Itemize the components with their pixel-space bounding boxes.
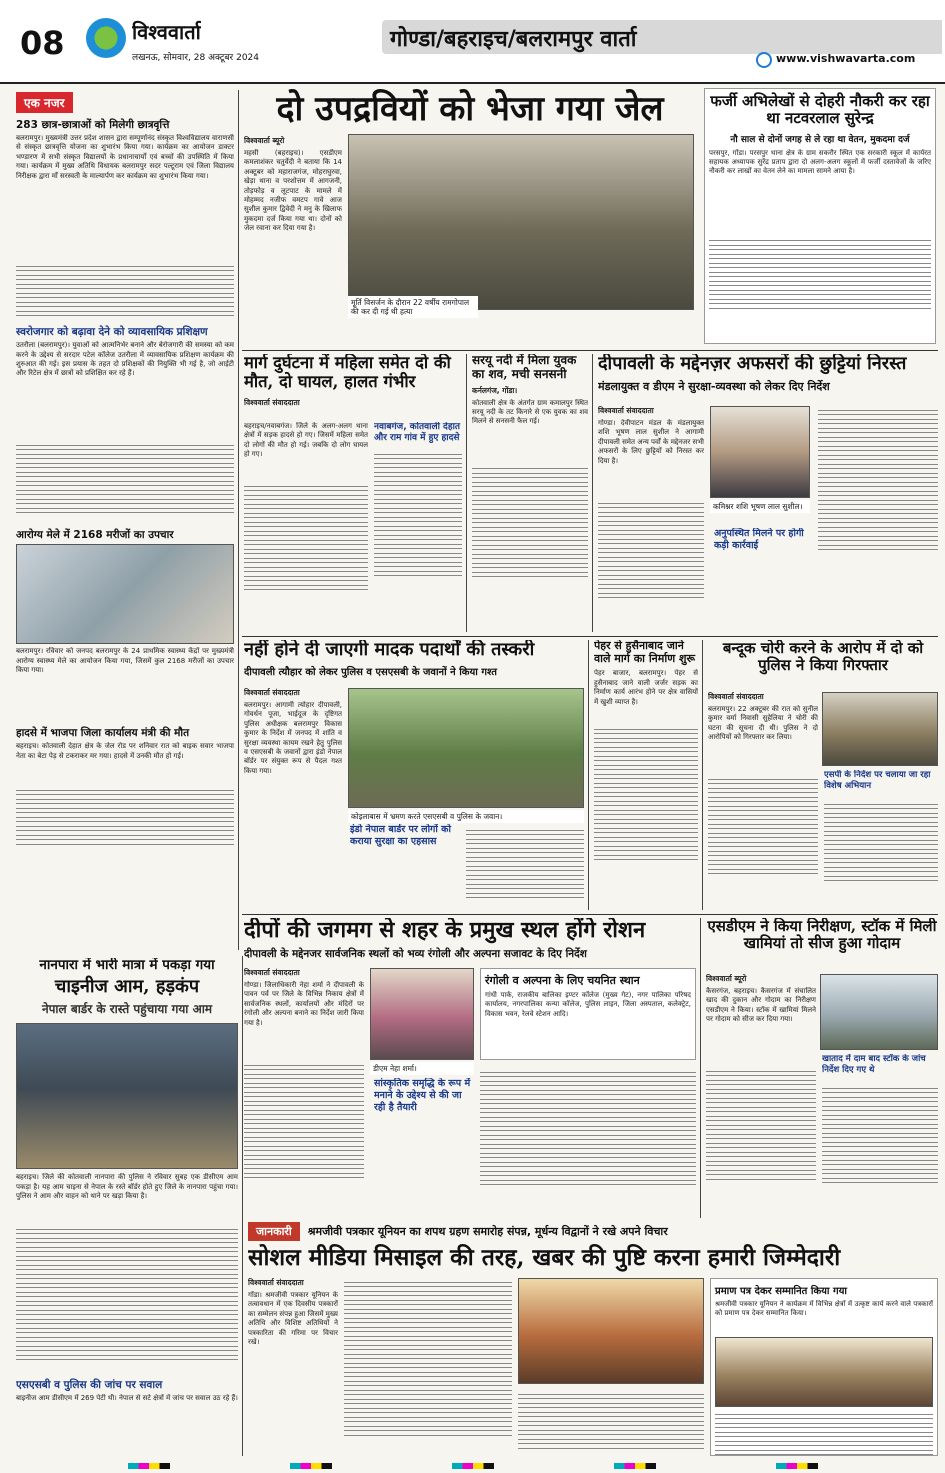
diwali-leave-story — [598, 354, 938, 632]
text-lines — [824, 800, 938, 908]
byline: विश्ववार्ता संवाददाता — [244, 688, 300, 697]
story-headline: दीपों की जगमग से शहर के प्रमुख स्थल होंगे रोशन — [244, 918, 646, 943]
aarogya-photo — [16, 544, 234, 644]
story-headline: पेहर से हुसैनाबाद जाने वाले मार्ग का निर्माण शुरू — [594, 640, 696, 665]
godown-text-col — [706, 974, 816, 1216]
text-lines — [244, 1061, 364, 1213]
accident-sidebar — [374, 422, 462, 630]
story-headline: मार्ग दुर्घटना में महिला समेत दो की मौत, दो घायल, हालत गंभीर — [244, 354, 451, 391]
ceremony-photo — [518, 1278, 704, 1384]
column-divider — [700, 918, 701, 1218]
mango-photo — [16, 1023, 238, 1169]
body-found-story — [472, 354, 588, 632]
story-headline: 283 छात्र-छात्राओं को मिलेगी छात्रवृत्ति — [16, 119, 170, 131]
text-lines — [472, 465, 588, 615]
story-text: पेहर बाजार, बलरामपुर। पेहर से हुसैनाबाद जाने वाली जर्जर सड़क का निर्माण कार्य आरंभ होने पर क्षेत्र वासियों में खुशी व्याप्त है। — [594, 669, 698, 706]
gun-theft-story — [708, 640, 938, 910]
lead-text: महसी (बहराइच)। एसडीएम कमलाशंकर चतुर्वेदी ने बताया कि 14 अक्टूबर को महाराजगंज, मोहराघुरवा, खेड़ा थाना व परशोत्तम में आगजनी, तोड़फोड़ व लूटपाट के मामले में मोहम्मद नजीफ वमटप गावे आज सुशील कुमार द्विवेदी ने मनु के खिलाफ मुकदमा दर्ज किया गया था। दोनों को जेल रवाना कर दिया गया है। — [244, 149, 342, 233]
page-number: 08 — [20, 24, 65, 62]
drug-smuggling-story — [244, 640, 584, 910]
column-divider — [242, 956, 243, 1456]
story-headline: दीपावली के मद्देनज़र अफसरों की छुट्टियां निरस्त — [598, 354, 907, 374]
text-lines — [598, 499, 704, 629]
byline: कर्नलगंज, गोंडा। — [472, 385, 518, 395]
story-headline: नहीं होने दी जाएगी मादक पदार्थों की तस्करी — [244, 640, 535, 660]
story-headline: एसएसबी व पुलिस की जांच पर सवाल — [16, 1379, 163, 1392]
row-divider — [242, 636, 938, 637]
text-lines — [244, 482, 368, 622]
sidebar-headline: प्रमाण पत्र देकर सम्मानित किया गया — [715, 1286, 848, 1297]
text-lines — [16, 262, 234, 322]
story-subhead: मंडलायुक्त व डीएम ने सुरक्षा-व्यवस्था को लेकर दिए निर्देश — [598, 379, 830, 393]
story-text: बहराइच/नवाबगंज। जिले के अलग-अलग थाना क्षेत्रों में सड़क हादसे हो गए। जिसमें महिला समेत दो लोगों की मौत हो गई। जबकि दो लोग घायल हो गए। — [244, 422, 368, 459]
story-headline: एसडीएम ने किया निरीक्षण, स्टॉक में मिली खामियां तो सीज हुआ गोदाम — [707, 918, 937, 953]
pull-quote: नवाबगंज, कोतवाली देहात और राम गांव में हुए हादसे — [374, 422, 461, 443]
story-subhead: नेपाल बार्डर के रास्ते पहुंचाया गया आम — [41, 1002, 213, 1017]
arrest-photo — [822, 692, 938, 766]
text-lines — [708, 775, 818, 908]
story-text: परसपुर, गोंडा। परसपुर थाना क्षेत्र के ग्राम सकरौर स्थित एक सरकारी स्कूल में कार्यरत सहायक अध्यापक सुरेंद्र प्रताप द्वारा दो अलग-अलग स्कूलों में फर्जी दस्तावेजों के जरिए नौकरी कर लाखों का वेतन लेने का मामला सामने आया है। — [709, 148, 931, 176]
story-headline: बन्दूक चोरी करने के आरोप में दो को पुलिस ने किया गिरफ्तार — [722, 640, 924, 675]
story-text: बलरामपुर। रविवार को जनपद बलरामपुर के 24 प्राथमिक स्वास्थ्य केंद्रों पर मुख्यमंत्री आरोग्य स्वास्थ्य मेले का आयोजन किया गया, जिसमें कुल 2168 मरीजों का उपचार किया गया। — [16, 647, 234, 674]
edition-title: गोण्डा/बहराइच/बलरामपुर वार्ता — [390, 27, 637, 52]
story-text: गोण्डा। देवीपाटन मंडल के मंडलायुक्त शशि भूषण लाल सुशील ने आगामी दीपावली समेत अन्य पर्वों के मद्देनजर सभी अफसरों के लिए छुट्टियों को निरस्त कर दिया है। — [598, 419, 704, 465]
column-divider — [702, 640, 703, 910]
photo-caption: एसपी के निर्देश पर चलाया जा रहा विशेष अभियान — [824, 770, 931, 791]
ek-nazar-column — [16, 92, 234, 948]
photo-caption: कमिश्नर शशि भूषण लाल सुशील। — [710, 500, 810, 513]
byline: विश्ववार्ता संवाददाता — [244, 968, 300, 977]
top-right-story — [704, 88, 936, 344]
patrol-photo — [348, 688, 584, 808]
story-subhead: नौ साल से दोनों जगह से ले रहा था वेतन, मुकदमा दर्ज — [730, 134, 910, 145]
diwali-lights-story — [244, 918, 696, 1218]
column-divider — [466, 354, 467, 632]
kicker: श्रमजीवी पत्रकार यूनियन का शपथ ग्रहण समारोह संपन्न, मूर्धन्य विद्वानों ने रखे अपने विचार — [307, 1225, 668, 1238]
text-lines — [16, 786, 234, 856]
story-text: बलरामपुर। 22 अक्टूबर की रात को सुनील कुमार वर्मा निवासी सुहेलिया ने चोरी की घटना की सूचना दी थी। पुलिस ने दो आरोपियों को गिरफ्तार कर लिया। — [708, 705, 818, 742]
sidebar-text: श्रमजीवी पत्रकार यूनियन ने कार्यक्रम में विभिन्न क्षेत्रों में उत्कृष्ट कार्य करने वाले पत्रकारों को प्रमाण पत्र देकर सम्मानित किया। — [715, 1300, 933, 1318]
column-divider — [592, 354, 593, 632]
text-lines — [594, 725, 698, 905]
section-tag: एक नजर — [16, 92, 73, 113]
rangoli-box — [480, 968, 696, 1060]
story-headline: स्वरोजगार को बढ़ावा देने को व्यावसायिक प्रशिक्षण — [16, 326, 208, 339]
accident-story — [244, 354, 462, 632]
brand-logo-icon — [86, 18, 126, 58]
story-text: गोंडा। श्रमजीवी पत्रकार यूनियन के तत्वावधान में एक दिवसीय पत्रकारों का सम्मेलन संपन्न हुआ जिसमें मुख्य अतिथि और विशिष्ट अतिथियों ने पत्रकारिता की गरिमा पर विचार रखे। — [248, 1291, 338, 1347]
byline: विश्ववार्ता संवाददाता — [708, 692, 764, 701]
story-text: बलरामपुर। आगामी त्योहार दीपावली, गोवर्धन पूजा, भाईदूज के दृष्टिगत पुलिस अधीक्षक बलरामपुर विकास कुमार के निर्देश में जनपद में शांति व सुरक्षा व्यवस्था कायम रखने हेतु पुलिस व एसएसबी के जवानों द्वारा इंडो नेपाल बॉर्डर पर संयुक्त रूप से पैदल गश्त किया गया। — [244, 701, 342, 775]
story-text: बलरामपुर। मुख्यमंत्री उत्तर प्रदेश शासन द्वारा सम्पूर्णानंद संस्कृत विश्वविद्यालय वाराणसी से संस्कृत छात्रवृत्ति योजना का शुभारंभ किया गया। कार्यक्रम का आयोजन डाक्टर भण्डारण में सभी संस्कृत विद्यालयों के प्रधानाचार्यों एवं बच्चों की उपस्थिति में किया गया। कार्यक्रम में मुख्य अतिथि विधायक बलरामपुर सदर पल्टूराम एवं जिला विद्यालय निरीक्षक द्वारा माँ सरस्वती के माल्यार्पण कर कार्यक्रम का शुभारंभ किया गया। — [16, 134, 234, 180]
story-subhead: दीपावली के मद्देनजर सार्वजनिक स्थलों को भव्य रंगोली और अल्पना सजावट के दिए निर्देश — [244, 948, 587, 961]
text-lines — [822, 1084, 938, 1216]
column-divider — [588, 640, 589, 910]
story-text: गोण्डा। जिलाधिकारी नेहा शर्मा ने दीपावली के पावन पर्व पर जिले के विभिन्न निकाय क्षेत्रों में सार्वजनिक स्थलों, कार्यालयों और मंदिरों पर रंगोली और अल्पना बनाने का निर्देश जारी किया गया है। — [244, 981, 364, 1027]
text-lines — [344, 1278, 512, 1456]
text-lines — [374, 450, 462, 620]
lead-caption: मूर्ति विसर्जन के दौरान 22 वर्षीय रामगोपाल की कर दी गई थी हत्या — [348, 296, 478, 318]
mango-story — [16, 958, 238, 1454]
box-text: गांधी पार्क, राजकीय बालिका इण्टर कॉलेज (मुख्य गेट), नगर पालिका परिषद कार्यालय, नगरपालिका कन्या कॉलेज, पुलिस लाइन, जिला अस्पताल, कलेक्ट्रेट, विकास भवन, रेलवे स्टेशन आदि। — [485, 991, 691, 1018]
lead-story — [244, 88, 696, 344]
byline: विश्ववार्ता ब्यूरो — [244, 136, 285, 145]
section-tag: जानकारी — [248, 1222, 300, 1241]
godown-story — [706, 918, 938, 1218]
story-text: कैसरगंज, बहराइच। कैसरगंज में संचालित खाद की दुकान और गोदाम का निरीक्षण एसडीएम ने किया। स्टॉक में खामियां मिलने पर गोदाम को सीज कर दिया गया। — [706, 987, 816, 1024]
brand-name: विश्ववार्ता — [132, 20, 201, 44]
byline: विश्ववार्ता संवाददाता — [244, 397, 300, 407]
story-headline: हादसे में भाजपा जिला कार्यालय मंत्री की मौत — [16, 727, 190, 740]
byline: विश्ववार्ता ब्यूरो — [706, 974, 747, 983]
lights-text-col — [244, 968, 364, 1216]
story-subhead: दीपावली त्यौहार को लेकर पुलिस व एसएसबी के जवानों ने किया गश्त — [244, 666, 497, 678]
column-divider — [238, 90, 239, 950]
box-title: रंगोली व अल्पना के लिए चयनित स्थान — [485, 974, 640, 987]
gun-text-col — [708, 692, 818, 908]
lead-photo — [348, 134, 694, 310]
road-construction-story — [594, 640, 698, 910]
text-lines — [16, 1225, 238, 1375]
dm-photo — [370, 968, 474, 1060]
row-divider — [242, 350, 938, 351]
drug-text-col — [244, 688, 342, 908]
text-lines — [706, 1067, 816, 1215]
story-text: उतरौला (बलरामपुर)। युवाओं को आत्मनिर्भर बनाने और बेरोजगारी की समस्या को कम करने के उद्देश्य से सरदार पटेल कॉलेज उतरौला में व्यावसायिक प्रशिक्षण कार्यक्रम की शुरुआत की गई। इस प्रयास के तहत दो प्रशिक्षकों की नियुक्ति भी गई है, जो आईटी और रिटेल क्षेत्र में छात्रों को प्रशिक्षित कर रहे हैं। — [16, 341, 234, 378]
text-lines — [715, 1410, 933, 1456]
photo-caption: डीएम नेहा शर्मा। — [370, 1062, 474, 1075]
text-lines — [818, 406, 938, 632]
headline-line1: नानपारा में भारी मात्रा में पकड़ा गया — [39, 958, 215, 973]
story-text: कोतवाली क्षेत्र के अंतर्गत ग्राम कमालपुर स्थित सरयू नदी के तट किनारे से एक युवक का शव मिलने से सनसनी फैल गई। — [472, 398, 588, 426]
story-headline: सरयू नदी में मिला युवक का शव, मची सनसनी — [472, 354, 577, 381]
kicker-bar — [248, 1222, 938, 1241]
story-headline: फर्जी अभिलेखों से दोहरी नौकरी कर रहा था नटवरलाल सुरेन्द्र — [710, 92, 930, 128]
pull-quote: इंडो नेपाल बार्डर पर लोगों को कराया सुरक्षा का एहसास — [350, 824, 451, 847]
dateline: लखनऊ, सोमवार, 28 अक्टूबर 2024 — [132, 53, 259, 63]
masthead — [0, 0, 945, 84]
story-text: बहराइच। कोतवाली देहात क्षेत्र के जेल रोड पर शनिवार रात को बाइक सवार भाजपा नेता का बेटा पेड़ से टकराकर मर गया। हादसे में उनकी मौत हो गई। — [16, 742, 234, 760]
certificate-photo — [715, 1337, 933, 1407]
text-lines — [480, 1068, 696, 1216]
byline: विश्ववार्ता संवाददाता — [248, 1278, 304, 1287]
photo-caption: कोइलाबास में भ्रमण करते एसएसबी व पुलिस के जवान। — [348, 810, 584, 823]
text-lines — [466, 826, 584, 908]
story-headline: सोशल मीडिया मिसाइल की तरह, खबर की पुष्टि करना हमारी जिम्मेदारी — [248, 1244, 841, 1271]
story-text: बहराइच। जिले की कोतवाली नानपारा की पुलिस ने रविवार सुबह एक डीसीएम आम पकड़ा है। यह आम चाइना से नेपाल के रस्ते बॉर्डर होते हुए जिले के नानपारा पहुंचा गया। पुलिस ने आम और वाहन को थाने पर खड़ा किया है। — [16, 1173, 238, 1201]
lead-text-col — [244, 136, 342, 340]
byline: विश्ववार्ता संवाददाता — [598, 406, 654, 415]
print-registration-strip — [0, 1463, 945, 1471]
text-lines — [709, 237, 931, 327]
accident-text-col — [244, 422, 368, 630]
story-headline: आरोग्य मेले में 2168 मरीजों का उपचार — [16, 529, 174, 542]
journalists-story — [248, 1222, 938, 1456]
edition-banner — [382, 20, 942, 54]
web-icon — [756, 52, 772, 68]
text-lines — [518, 1390, 704, 1456]
headline-line2: चाइनीज आम, हड़कंप — [54, 975, 200, 997]
certificate-sidebar — [710, 1278, 938, 1456]
website[interactable]: www.vishwavarta.com — [776, 52, 916, 65]
commissioner-photo — [710, 406, 810, 498]
diwali-text-col — [598, 406, 704, 632]
journalists-text-col — [248, 1278, 338, 1456]
row-divider — [242, 914, 938, 915]
godown-photo — [820, 974, 938, 1050]
lead-headline: दो उपद्रवियों को भेजा गया जेल — [276, 89, 664, 129]
pull-quote: सांस्कृतिक समृद्धि के रूप में मनाने के उद्देश्य से की जा रही है तैयारी — [374, 1078, 471, 1113]
story-text: बाइनीज आम डीसीएम में 269 पेटी थी। नेपाल से सटे क्षेत्रों में जांच पर सवाल उठ रहे हैं। — [16, 1394, 238, 1403]
photo-caption: खाताद में दाम बाद स्टॉक के जांच निर्देश दिए गए थे — [822, 1054, 926, 1075]
text-lines — [16, 441, 234, 525]
pull-quote: अनुपस्थित मिलने पर होगी कड़ी कार्रवाई — [714, 528, 804, 551]
